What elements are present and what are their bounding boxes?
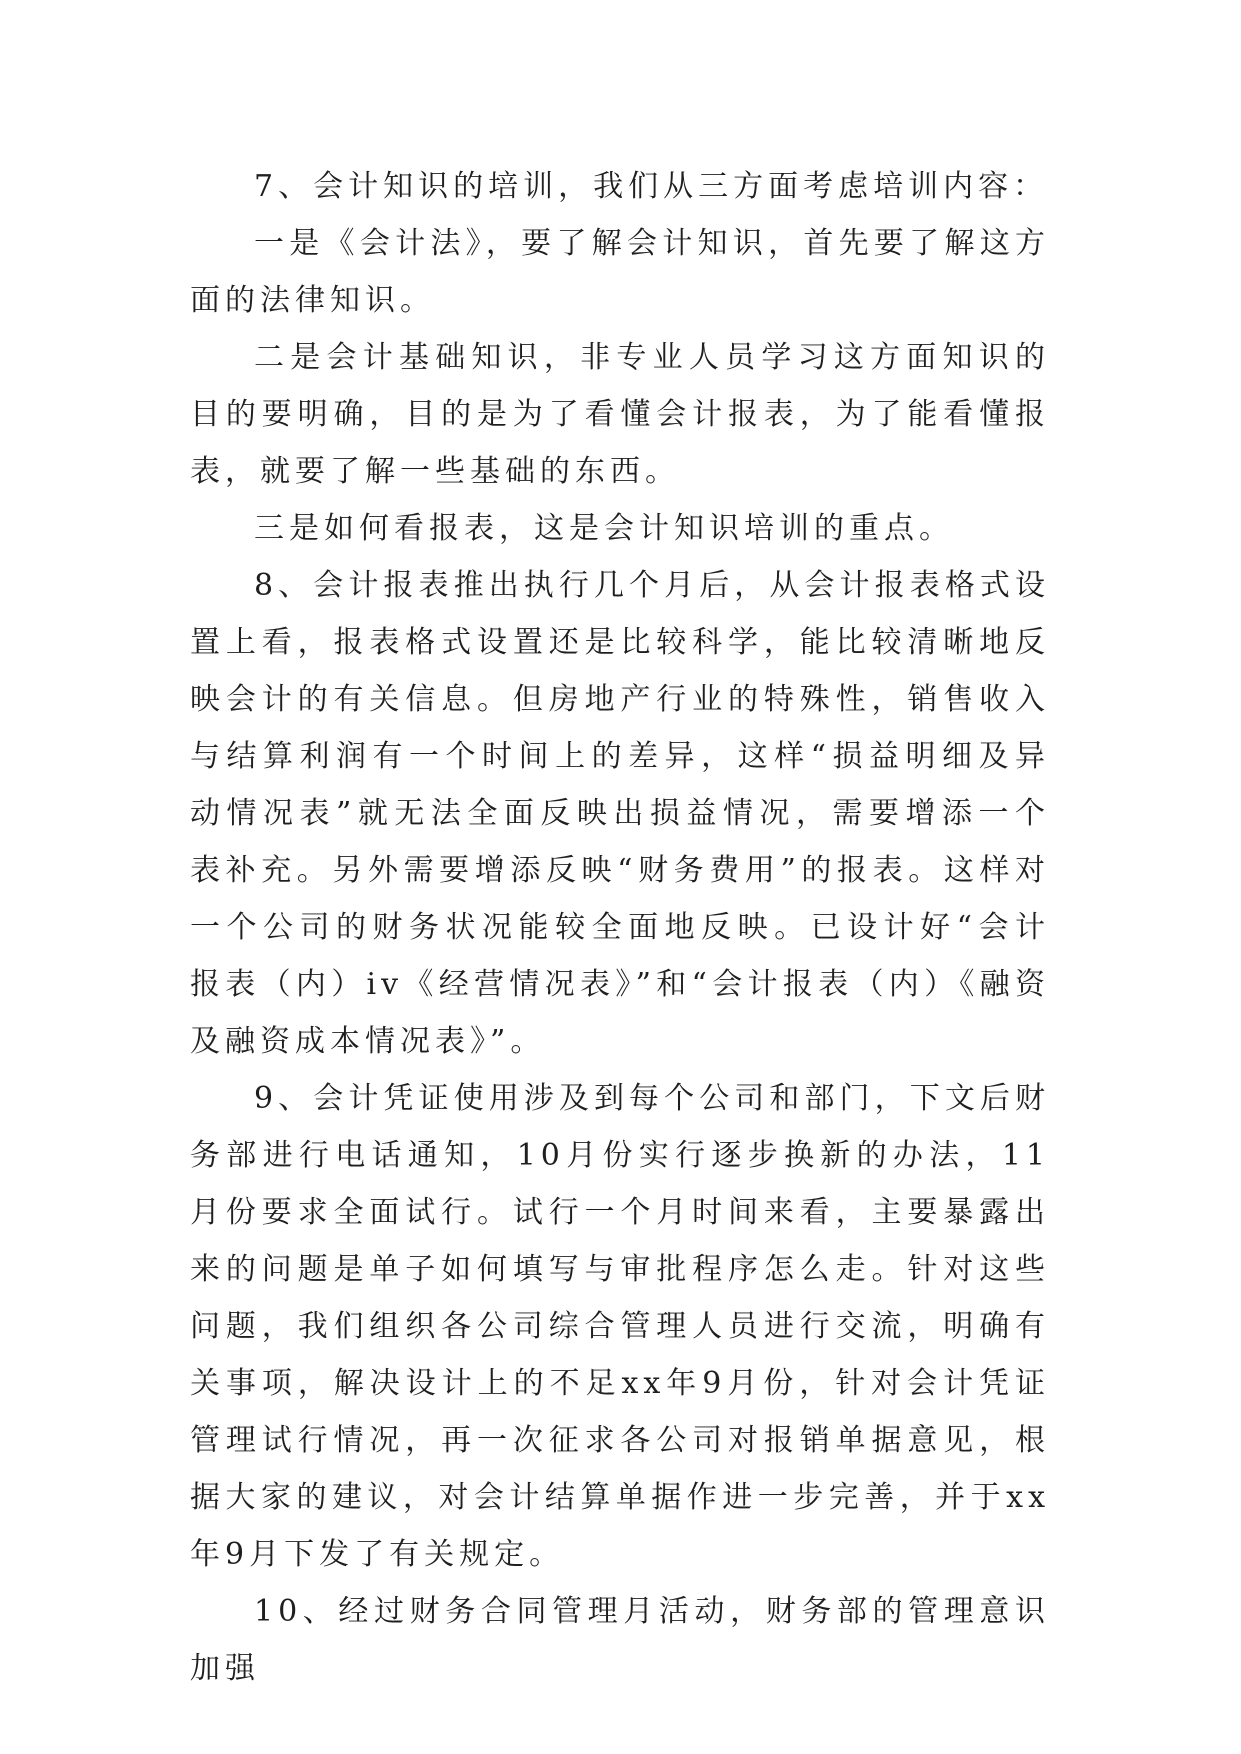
document-body [190, 158, 1050, 1697]
paragraph-accounting-basics: 二是会计基础知识，非专业人员学习这方面知识的目的要明确，目的是为了看懂会计报表，为了能看懂报表，就要了解一些基础的东西。 [190, 340, 1050, 489]
paragraph-accounting-law: 一是《会计法》，要了解会计知识，首先要了解这方面的法律知识。 [190, 226, 1050, 318]
paragraph-item-8: 8、会计报表推出执行几个月后，从会计报表格式设置上看，报表格式设置还是比较科学，能比较清晰地反映会计的有关信息。但房地产行业的特殊性，销售收入与结算利润有一个时间上的差异，这样“损益明细及异动情况表”就无法全面反映出损益情况，需要增添一个表补充。另外需要增添反映“财务费用”的报表。这样对一个公司的财务状况能较全面地反映。已设计好“会计报表（内）iv《经营情况表》”和“会计报表（内）《融资及融资成本情况表》”。 [190, 568, 1050, 1059]
paragraph-item-9: 9、会计凭证使用涉及到每个公司和部门，下文后财务部进行电话通知，10月份实行逐步换新的办法，11月份要求全面试行。试行一个月时间来看，主要暴露出来的问题是单子如何填写与审批程序怎么走。针对这些问题，我们组织各公司综合管理人员进行交流，明确有关事项，解决设计上的不足xx年9月份，针对会计凭证管理试行情况，再一次征求各公司对报销单据意见，根据大家的建议，对会计结算单据作进一步完善，并于xx年9月下发了有关规定。 [190, 1081, 1050, 1572]
paragraph-item-7: 7、会计知识的培训，我们从三方面考虑培训内容： [254, 169, 1049, 204]
paragraph-item-10: 10、经过财务合同管理月活动，财务部的管理意识加强 [190, 1594, 1050, 1686]
paragraph-reading-reports: 三是如何看报表，这是会计知识培训的重点。 [254, 511, 954, 546]
